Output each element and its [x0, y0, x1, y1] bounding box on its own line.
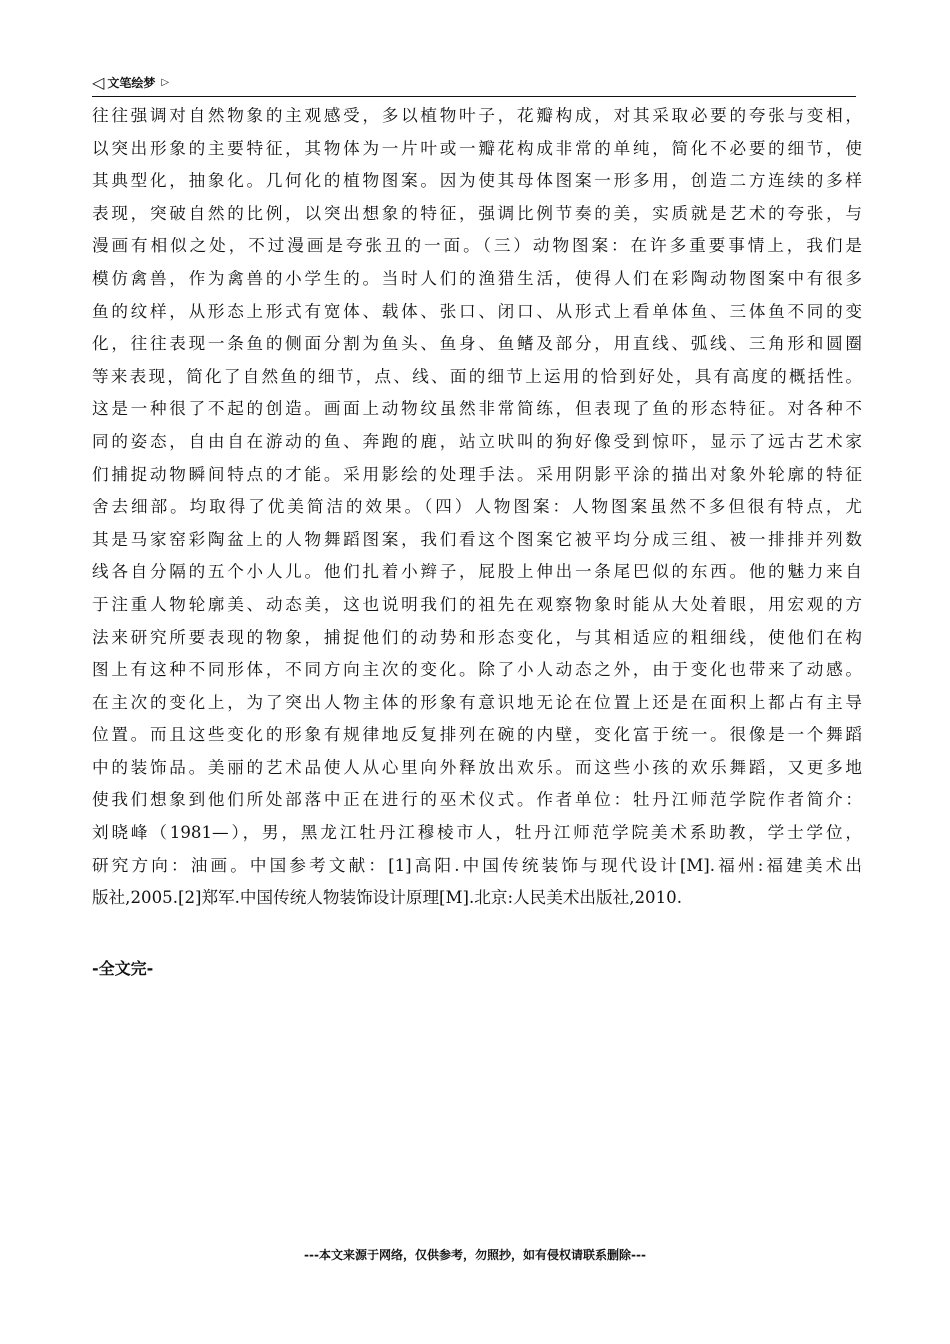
body-line: 漫画有相似之处，不过漫画是夸张丑的一面。（三）动物图案：在许多重要事情上，我们是: [92, 236, 862, 256]
body-line: 中的装饰品。美丽的艺术品使人从心里向外释放出欢乐。而这些小孩的欢乐舞蹈，又更多地: [92, 757, 862, 777]
body-line: 这是一种很了不起的创造。画面上动物纹虽然非常简练，但表现了鱼的形态特征。对各种不: [92, 399, 862, 419]
page-header: [92, 74, 856, 97]
body-line: 同的姿态，自由自在游动的鱼、奔跑的鹿，站立吠叫的狗好像受到惊吓，显示了远古艺术家: [92, 431, 862, 451]
body-line: 以突出形象的主要特征，其物体为一片叶或一瓣花构成非常的单纯，简化不必要的细节，使: [92, 138, 862, 158]
body-line: 刘晓峰（1981—），男，黑龙江牡丹江穆棱市人，牡丹江师范学院美术系助教，学士学位，: [92, 823, 862, 843]
header-title: 文笔绘梦: [107, 76, 156, 90]
body-line: 表现，突破自然的比例，以突出想象的特征，强调比例节奏的美，实质就是艺术的夸张，与: [92, 203, 862, 223]
triangle-left-icon: ◁: [92, 73, 105, 92]
body-line: 线各自分隔的五个小人儿。他们扎着小辫子，屁股上伸出一条尾巴似的东西。他的魅力来自: [92, 562, 862, 582]
body-line: 于注重人物轮廓美、动态美，这也说明我们的祖先在观察物象时能从大处着眼，用宏观的方: [92, 594, 862, 614]
triangle-right-icon: ▷: [161, 77, 170, 88]
body-line: 图上有这种不同形体，不同方向主次的变化。除了小人动态之外，由于变化也带来了动感。: [92, 660, 862, 680]
body-line: 研究方向：油画。中国参考文献：[1]高阳.中国传统装饰与现代设计[M].福州:福建美术出: [92, 855, 862, 875]
body-line: 位置。而且这些变化的形象有规律地反复排列在碗的内壁，变化富于统一。很像是一个舞蹈: [92, 725, 862, 745]
body-line: 在主次的变化上，为了突出人物主体的形象有意识地无论在位置上还是在面积上都占有主导: [92, 692, 862, 712]
body-line: 法来研究所要表现的物象，捕捉他们的动势和形态变化，与其相适应的粗细线，使他们在构: [92, 627, 862, 647]
body-line: 使我们想象到他们所处部落中正在进行的巫术仪式。作者单位：牡丹江师范学院作者简介：: [92, 790, 862, 810]
body-line: 其典型化，抽象化。几何化的植物图案。因为使其母体图案一形多用，创造二方连续的多样: [92, 171, 862, 191]
body-line: 其是马家窑彩陶盆上的人物舞蹈图案，我们看这个图案它被平均分成三组、被一排排并列数: [92, 529, 862, 549]
body-line: 版社,2005.[2]郑军.中国传统人物装饰设计原理[M].北京:人民美术出版社,2010.: [92, 888, 682, 908]
body-line: 们捕捉动物瞬间特点的才能。采用影绘的处理手法。采用阴影平涂的描出对象外轮廓的特征: [92, 464, 862, 484]
body-line: 化，往往表现一条鱼的侧面分割为鱼头、鱼身、鱼鳍及部分，用直线、弧线、三角形和圆圈: [92, 334, 862, 354]
body-line: 舍去细部。均取得了优美简洁的效果。（四）人物图案：人物图案虽然不多但很有特点，尤: [92, 497, 862, 517]
body-line: 鱼的纹样，从形态上形式有宽体、载体、张口、闭口、从形式上看单体鱼、三体鱼不同的变: [92, 301, 862, 321]
body-line: 等来表现，简化了自然鱼的细节，点、线、面的细节上运用的恰到好处，具有高度的概括性。: [92, 366, 862, 386]
footer-disclaimer: ---本文来源于网络，仅供参考，勿照抄，如有侵权请联系删除---: [304, 1248, 646, 1262]
header-brand: [92, 74, 169, 92]
article-body: [92, 100, 862, 915]
body-line: 模仿禽兽，作为禽兽的小学生的。当时人们的渔猎生活，使得人们在彩陶动物图案中有很多: [92, 268, 862, 288]
body-line: 往往强调对自然物象的主观感受，多以植物叶子，花瓣构成，对其采取必要的夸张与变相，: [92, 106, 862, 125]
end-of-article-mark: -全文完-: [92, 959, 154, 978]
